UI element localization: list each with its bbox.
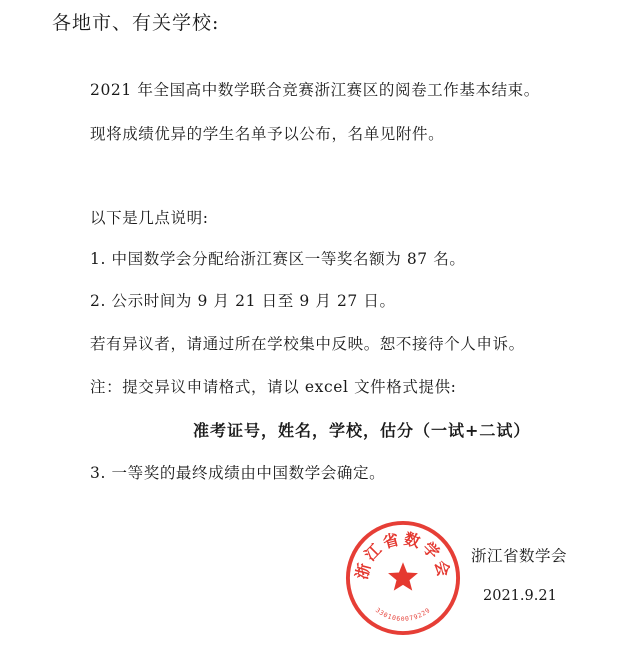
paragraph-competition-status: 2021 年全国高中数学联合竞赛浙江赛区的阅卷工作基本结束。: [90, 81, 540, 99]
seal-number: 3301060079229: [373, 606, 433, 623]
signature-organization: 浙江省数学会: [471, 547, 568, 565]
instruction-item-1: 1. 中国数学会分配给浙江赛区一等奖名额为 87 名。: [90, 250, 466, 268]
objection-note: 若有异议者，请通过所在学校集中反映。恕不接待个人申诉。: [90, 335, 525, 353]
format-fields: 准考证号，姓名，学校，估分（一试+二试）: [193, 421, 531, 440]
format-note: 注：提交异议申请格式，请以 excel 文件格式提供:: [90, 378, 457, 396]
greeting: 各地市、有关学校:: [52, 12, 220, 34]
signature-date: 2021.9.21: [483, 588, 557, 604]
star-icon: [388, 562, 418, 590]
paragraph-list-announcement: 现将成绩优异的学生名单予以公布，名单见附件。: [90, 125, 445, 143]
instruction-item-2: 2. 公示时间为 9 月 21 日至 9 月 27 日。: [90, 292, 396, 310]
instructions-intro: 以下是几点说明:: [90, 209, 209, 227]
official-seal: [344, 519, 462, 637]
instruction-item-3: 3. 一等奖的最终成绩由中国数学会确定。: [90, 464, 386, 482]
seal-text: 浙江省数学会: [351, 528, 455, 582]
svg-text:3301060079229: [374, 606, 432, 623]
